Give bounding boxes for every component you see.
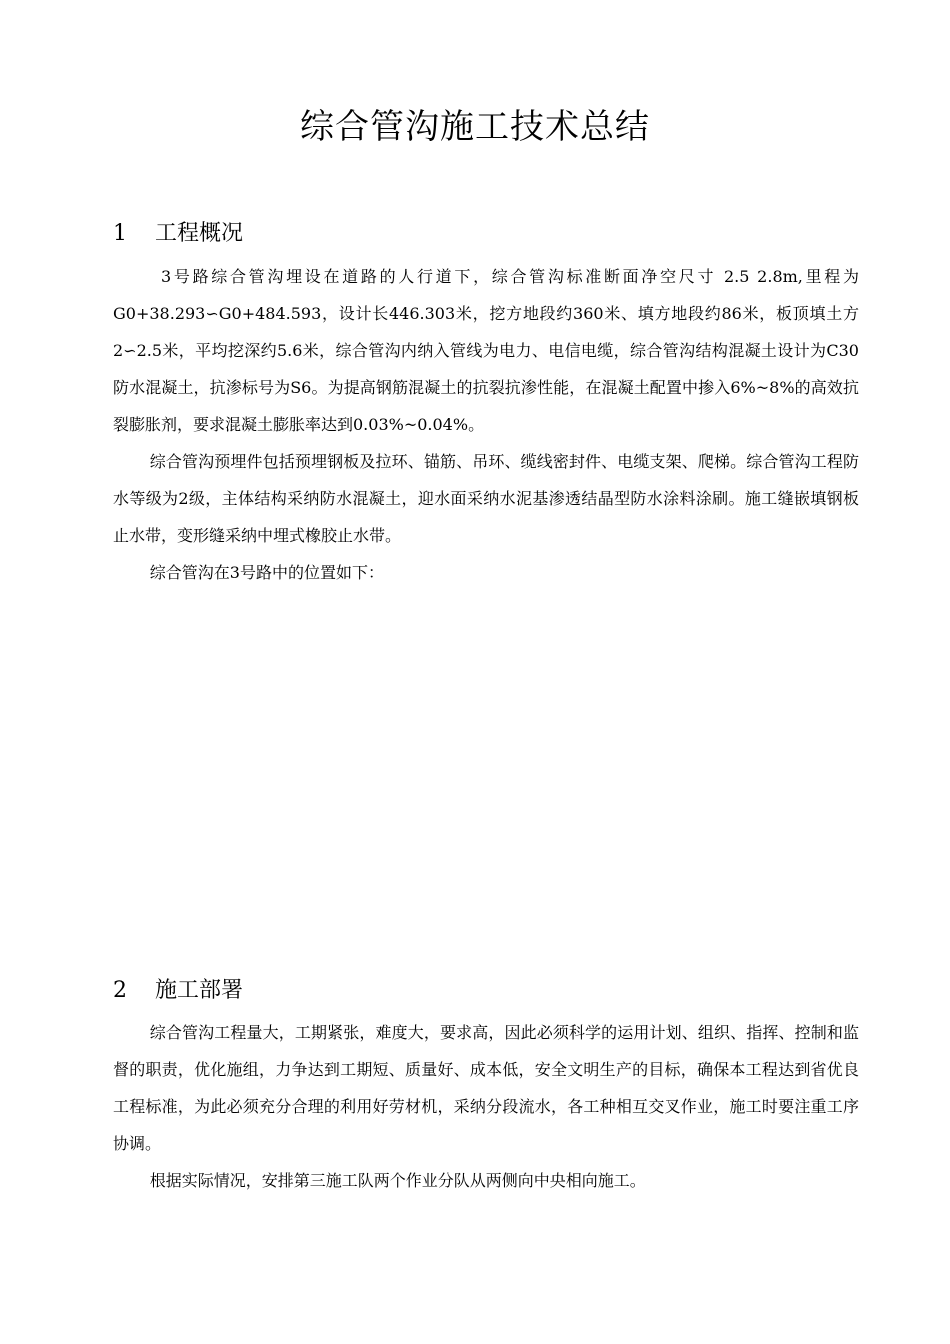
paragraph-embedded-parts: 综合管沟预埋件包括预埋钢板及拉环、锚筋、吊环、缆线密封件、电缆支架、爬梯。综合管沟工程防水等级为2级，主体结构采纳防水混凝土，迎水面采纳水泥基渗透结晶型防水涂料涂刷。施工缝嵌填钢板止水带，变形缝采纳中埋式橡胶止水带。 (113, 452, 859, 545)
paragraph-team-arrangement: 根据实际情况，安排第三施工队两个作业分队从两侧向中央相向施工。 (149, 1171, 646, 1190)
section-heading-2 (113, 976, 243, 1006)
paragraph-deployment: 综合管沟工程量大，工期紧张，难度大，要求高，因此必须科学的运用计划、组织、指挥、控制和监督的职责，优化施组，力争达到工期短、质量好、成本低，安全文明生产的目标，确保本工程达到省优良工程标准，为此必须充分合理的利用好劳材机，采纳分段流水，各工种相互交叉作业，施工时要注重工序协调。 (113, 1023, 859, 1153)
section-title: 工程概况 (155, 221, 244, 246)
location-figure-placeholder (113, 605, 859, 960)
paragraph-overview: 3号路综合管沟埋设在道路的人行道下，综合管沟标准断面净空尺寸 2.5 2.8m,里程为G0+38.293∽G0+484.593，设计长446.303米，挖方地段约360米、填方地段约86米，板顶填土方2∽2.5米，平均挖深约5.6米，综合管沟内纳入管线为电力、电信电缆，综合管沟结构混凝土设计为C30防水混凝土，抗渗标号为S6。为提高钢筋混凝土的抗裂抗渗性能，在混凝土配置中掺入6%~8%的高效抗裂膨胀剂，要求混凝土膨胀率达到0.03%~0.04%。 (113, 267, 859, 434)
section-title: 施工部署 (155, 978, 244, 1003)
section-number: 1 (113, 221, 127, 246)
section-heading-1 (113, 219, 243, 249)
page-title: 综合管沟施工技术总结 (300, 107, 650, 147)
section-number: 2 (113, 978, 127, 1003)
paragraph-location-intro: 综合管沟在3号路中的位置如下： (149, 563, 384, 582)
